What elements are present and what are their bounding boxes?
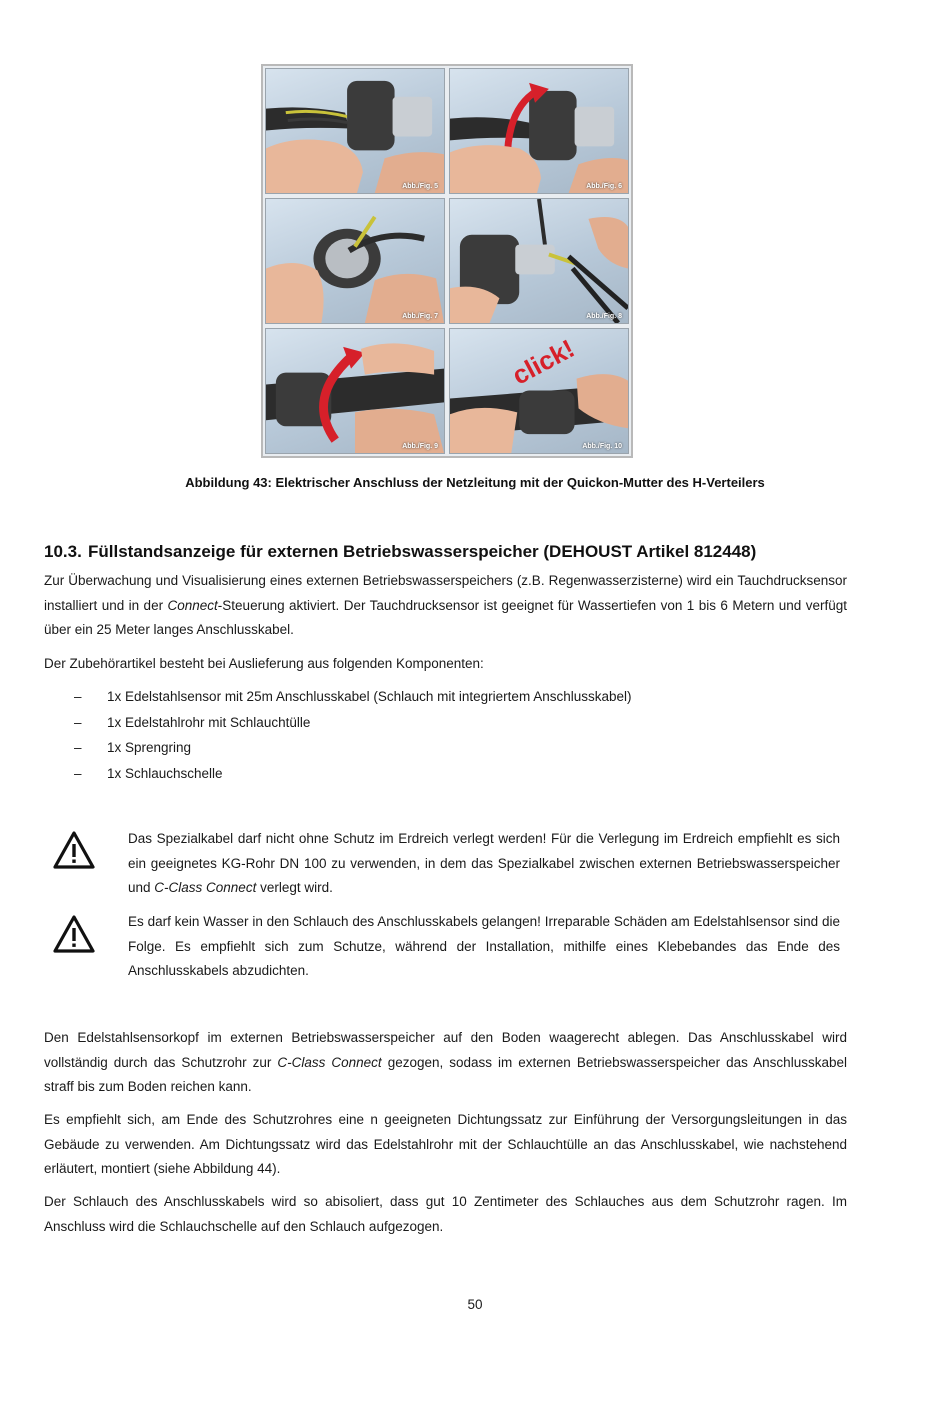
intro-text: Zur Überwachung und Visualisierung eines externen Betriebswasserspeichers (z.B. Regenwasserzisterne) wird ein Tauchdrucksensor installiert und in der [44, 573, 847, 613]
warning-text: verlegt wird. [256, 880, 333, 895]
warning-text-1 [128, 827, 840, 901]
connector-photo-8 [450, 199, 628, 323]
connector-photo-7 [266, 199, 444, 323]
paragraph-sensor-placement [44, 1026, 847, 1100]
list-dash: – [74, 714, 82, 730]
list-dash: – [74, 740, 82, 755]
connector-photo-5 [266, 69, 444, 193]
click-text: click! [508, 334, 580, 391]
figure-label: Abb./Fig. 10 [582, 443, 622, 450]
paragraph-italic: C-Class Connect [277, 1054, 382, 1070]
warning-italic: C-Class Connect [154, 880, 257, 895]
list-item-text: 1x Edelstahlrohr mit Schlauchtülle [107, 714, 311, 730]
figure-label: Abb./Fig. 9 [402, 443, 438, 450]
figure-panel-7 [265, 198, 445, 324]
warning-text-2: Es darf kein Wasser in den Schlauch des Anschlusskabels gelangen! Irreparable Schäden am Edelstahlsensor sind die Folge. Es empfiehlt sich zum Schutze, während der Installation, mithilfe eines Klebebandes das Ende des Anschlusskabels abzudichten. [128, 914, 840, 978]
figure-label: Abb./Fig. 5 [402, 183, 438, 190]
figure-panel-6 [449, 68, 629, 194]
section-heading [44, 542, 756, 562]
list-item [44, 737, 847, 763]
list-item [44, 763, 847, 789]
figure-panel-8 [449, 198, 629, 324]
intro-text: -Steuerung aktiviert. Der Tauchdrucksensor ist geeignet für Wassertiefen von 1 bis 6 Metern und verfügt über ein 25 Meter langes Anschlusskabel. [44, 597, 847, 637]
warning-text: Das Spezialkabel darf nicht ohne Schutz im Erdreich verlegt werden! Für die Verlegung im Erdreich empfiehlt es sich ein geeignetes KG-Rohr DN 100 zu verwenden, in dem das Spezialkabel zwischen externen Betriebswasserspeicher und [128, 831, 840, 895]
components-intro: Der Zubehörartikel besteht bei Auslieferung aus folgenden Komponenten: [44, 656, 484, 671]
figure-panel-9 [265, 328, 445, 454]
figure-label: Abb./Fig. 8 [586, 313, 622, 320]
paragraph-text: gezogen, sodass im externen Betriebswasserspeicher das Anschlusskabel straff bis zum Boden reichen kann. [44, 1054, 847, 1094]
paragraph-hose-stripping: Der Schlauch des Anschlusskabels wird so abisoliert, dass gut 10 Zentimeter des Schlauches aus dem Schutzrohr ragen. Im Anschluss wird die Schlauchschelle auf den Schlauch aufgezogen. [44, 1194, 847, 1234]
intro-paragraph [44, 569, 847, 643]
list-item-text: 1x Schlauchschelle [107, 765, 223, 781]
figure-caption: Abbildung 43: Elektrischer Anschluss der Netzleitung mit der Quickon-Mutter des H-Verteilers [185, 475, 765, 490]
warning-triangle-icon [52, 914, 96, 954]
intro-italic: Connect [167, 597, 218, 613]
installation-figure [261, 64, 633, 458]
figure-panel-5 [265, 68, 445, 194]
figure-label: Abb./Fig. 7 [402, 313, 438, 320]
list-item [44, 712, 847, 738]
list-item-text: 1x Sprengring [107, 740, 192, 755]
components-list [44, 686, 847, 788]
figure-label: Abb./Fig. 6 [586, 183, 622, 190]
click-overlay [450, 329, 628, 453]
section-title: Füllstandsanzeige für externen Betriebswasserspeicher (DEHOUST Artikel 812448) [88, 542, 757, 561]
paragraph-text: Den Edelstahlsensorkopf im externen Betriebswasserspeicher auf den Boden waagerecht ablegen. Das Anschlusskabel wird vollständig durch das Schutzrohr zur [44, 1030, 847, 1070]
connector-photo-9 [266, 329, 444, 453]
list-item [44, 686, 847, 712]
list-item-text: 1x Edelstahlsensor mit 25m Anschlusskabel (Schlauch mit integriertem Anschlusskabel) [107, 689, 632, 704]
page-number: 50 [467, 1297, 483, 1312]
section-number: 10.3. [44, 542, 82, 561]
list-dash: – [74, 689, 82, 704]
figure-panel-10 [449, 328, 629, 454]
warning-triangle-icon [52, 830, 96, 870]
connector-photo-6 [450, 69, 628, 193]
list-dash: – [74, 765, 82, 781]
paragraph-sealing-set: Es empfiehlt sich, am Ende des Schutzrohres eine n geeigneten Dichtungssatz zur Einführung der Versorgungsleitungen in das Gebäude zu verwenden. Am Dichtungssatz wird das Edelstahlrohr mit der Schlauchtülle an das Anschlusskabel, wie nachstehend erläutert, montiert (siehe Abbildung 44). [44, 1112, 847, 1176]
